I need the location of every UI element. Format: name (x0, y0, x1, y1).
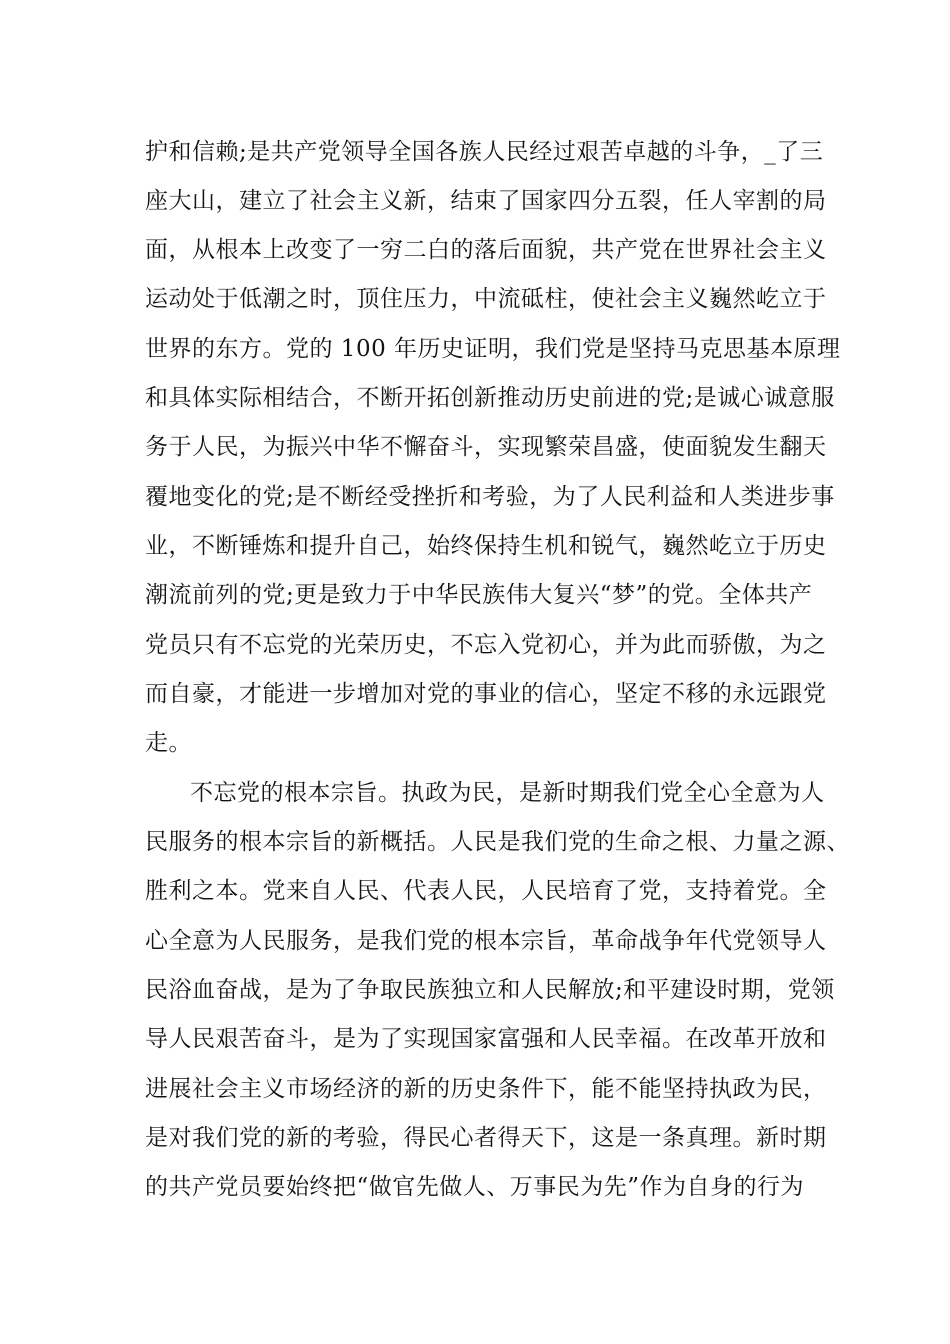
text-line: 业，不断锤炼和提升自己，始终保持生机和锐气，巍然屹立于历史 (145, 533, 827, 559)
text-line: 民浴血奋战，是为了争取民族独立和人民解放;和平建设时期，党领 (145, 977, 835, 1003)
text-line: 走。 (145, 730, 192, 756)
text-line: 覆地变化的党;是不断经受挫折和考验，为了人民利益和人类进步事 (145, 484, 835, 510)
paragraph-first-line: 不忘党的根本宗旨。执政为民，是新时期我们党全心全意为人 (190, 780, 825, 806)
text-line: 和具体实际相结合，不断开拓创新推动历史前进的党;是诚心诚意服 (145, 385, 835, 411)
text-line: 运动处于低潮之时，顶住压力，中流砥柱，使社会主义巍然屹立于 (145, 286, 827, 312)
text-line: 党员只有不忘党的光荣历史，不忘入党初心，并为此而骄傲，为之 (145, 632, 827, 658)
text-line: 心全意为人民服务，是我们党的根本宗旨，革命战争年代党领导人 (145, 928, 827, 954)
text-line: 务于人民，为振兴中华不懈奋斗，实现繁荣昌盛，使面貌发生翻天 (145, 434, 827, 460)
text-line: 潮流前列的党;更是致力于中华民族伟大复兴“梦”的党。全体共产 (145, 582, 813, 608)
text-line: 世界的东方。党的 100 年历史证明，我们党是坚持马克思基本原理 (145, 336, 841, 362)
text-line: 而自豪，才能进一步增加对党的事业的信心，坚定不移的永远跟党 (145, 681, 827, 707)
text-line: 胜利之本。党来自人民、代表人民，人民培育了党，支持着党。全 (145, 878, 827, 904)
text-line: 进展社会主义市场经济的新的历史条件下，能不能坚持执政为民， (145, 1076, 827, 1102)
text-line: 是对我们党的新的考验，得民心者得天下，这是一条真理。新时期 (145, 1125, 827, 1151)
text-line: 的共产党员要始终把“做官先做人、万事民为先”作为自身的行为 (145, 1174, 805, 1200)
text-line: 导人民艰苦奋斗，是为了实现国家富强和人民幸福。在改革开放和 (145, 1026, 827, 1052)
text-line: 民服务的根本宗旨的新概括。人民是我们党的生命之根、力量之源、 (145, 829, 850, 855)
text-line: 护和信赖;是共产党领导全国各族人民经过艰苦卓越的斗争，_了三 (145, 139, 824, 165)
text-line: 座大山，建立了社会主义新，结束了国家四分五裂，任人宰割的局 (145, 188, 827, 214)
text-line: 面，从根本上改变了一穷二白的落后面貌，共产党在世界社会主义 (145, 237, 827, 263)
